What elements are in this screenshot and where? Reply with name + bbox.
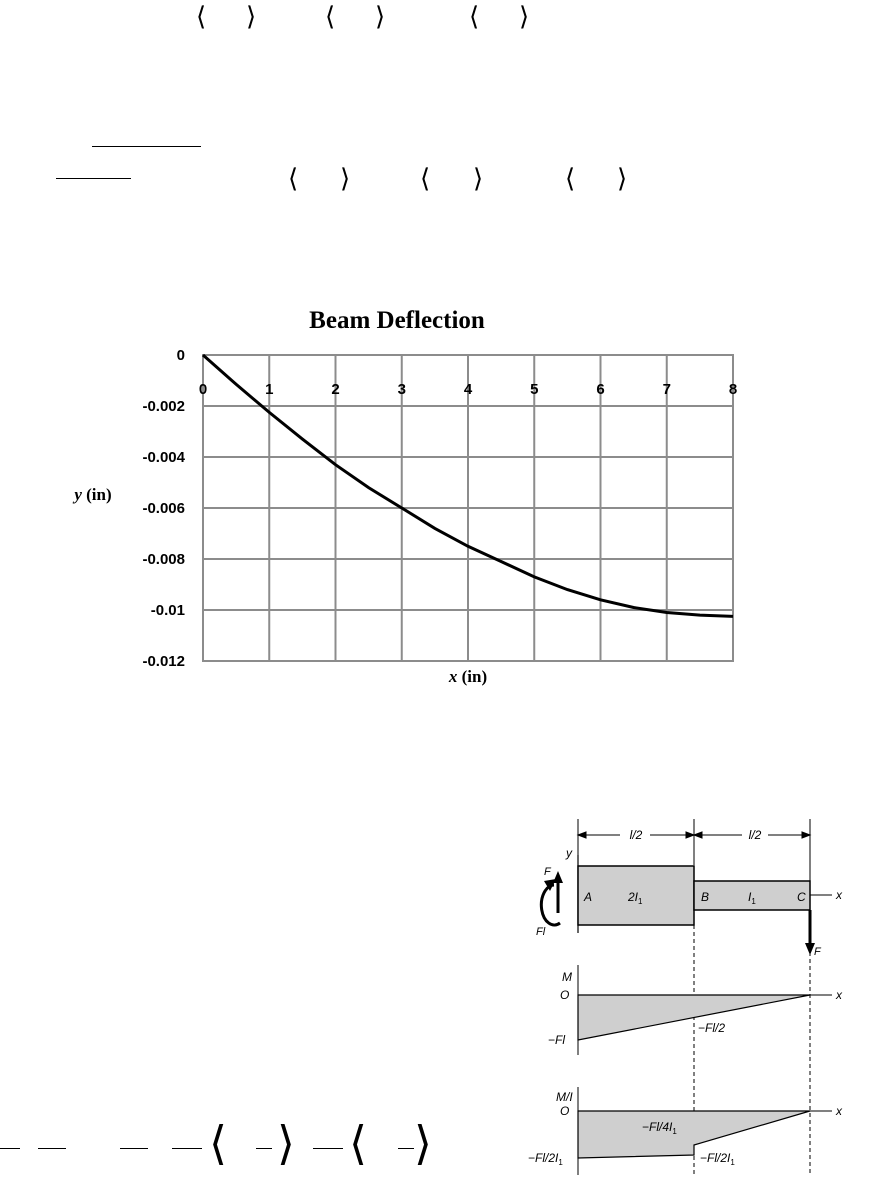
mi-axis-label: M/I bbox=[556, 1090, 573, 1104]
x-tick-label: 4 bbox=[463, 381, 473, 398]
bracket-open: ⟨ bbox=[288, 164, 299, 194]
bracket-open: ⟨ bbox=[565, 164, 576, 194]
bracket-close: ⟩ bbox=[246, 2, 257, 32]
beam-figure bbox=[520, 815, 850, 1175]
x-tick-label: 8 bbox=[728, 381, 738, 398]
axis-x-label: x bbox=[836, 888, 842, 902]
y-axis-var: y bbox=[74, 485, 82, 504]
point-c-label: C bbox=[797, 890, 806, 904]
fraction-bar bbox=[92, 146, 201, 147]
x-axis-unit: (in) bbox=[457, 667, 488, 686]
x-axis-var: x bbox=[448, 667, 458, 686]
fraction-bar bbox=[172, 1148, 202, 1149]
x-axis-label bbox=[448, 667, 487, 686]
moment-origin-label: O bbox=[560, 988, 570, 1002]
y-axis-unit: (in) bbox=[81, 485, 112, 504]
bracket-open: ⟨ bbox=[349, 1116, 367, 1170]
dim-left-label: l/2 bbox=[629, 828, 643, 842]
fraction-bar bbox=[0, 1148, 20, 1149]
x-tick-labels bbox=[199, 381, 737, 398]
bracket-open: ⟨ bbox=[469, 2, 480, 32]
y-tick-label: -0.002 bbox=[142, 398, 185, 415]
fraction-bar bbox=[398, 1148, 414, 1149]
x-tick-label: 2 bbox=[331, 381, 340, 398]
y-tick-label: -0.004 bbox=[142, 449, 185, 466]
y-tick-label: -0.012 bbox=[142, 653, 185, 670]
fraction-bar bbox=[313, 1148, 343, 1149]
moment-x-label: x bbox=[836, 988, 842, 1002]
point-b-label: B bbox=[701, 890, 710, 904]
x-tick-label: 5 bbox=[530, 381, 539, 398]
applied-load-label: F bbox=[814, 946, 821, 958]
mi-x-label: x bbox=[836, 1104, 842, 1118]
x-tick-label: 6 bbox=[596, 381, 605, 398]
bracket-open: ⟨ bbox=[420, 164, 431, 194]
bracket-close: ⟩ bbox=[340, 164, 351, 194]
chart-title: Beam Deflection bbox=[309, 307, 485, 334]
bracket-close: ⟩ bbox=[414, 1116, 432, 1170]
y-tick-label: -0.006 bbox=[142, 500, 185, 517]
beam-deflection-chart bbox=[0, 290, 884, 700]
reaction-force-arrow bbox=[553, 871, 563, 913]
chart-grid bbox=[203, 355, 733, 661]
fraction-bar bbox=[256, 1148, 272, 1149]
x-tick-label: 0 bbox=[198, 381, 208, 398]
y-tick-label: -0.008 bbox=[142, 551, 185, 568]
mi-upper-label: $-Fl/4I_1$ bbox=[642, 1120, 677, 1136]
bracket-open: ⟨ bbox=[209, 1116, 227, 1170]
inertia-right-label: $I_1$ bbox=[748, 890, 756, 906]
inertia-left-label: $2I_1$ bbox=[628, 890, 643, 906]
bracket-close: ⟩ bbox=[473, 164, 484, 194]
mi-area bbox=[578, 1111, 810, 1158]
fraction-bar bbox=[56, 178, 131, 179]
bracket-open: ⟨ bbox=[325, 2, 336, 32]
mi-min-label: $-Fl/2I_1$ bbox=[528, 1151, 563, 1167]
dim-right-label: l/2 bbox=[748, 828, 762, 842]
bracket-close: ⟩ bbox=[277, 1116, 295, 1170]
fraction-bar bbox=[120, 1148, 148, 1149]
reaction-moment-label: Fl bbox=[536, 926, 546, 938]
bracket-close: ⟩ bbox=[375, 2, 386, 32]
fraction-bar bbox=[38, 1148, 66, 1149]
axis-y-label: y bbox=[566, 846, 572, 860]
moment-mid-label: −Fl/2 bbox=[698, 1021, 726, 1035]
y-tick-labels bbox=[142, 347, 185, 670]
mi-lower-label: $-Fl/2I_1$ bbox=[700, 1151, 735, 1167]
x-tick-label: 7 bbox=[662, 381, 671, 398]
y-axis-label bbox=[72, 485, 111, 504]
bracket-close: ⟩ bbox=[617, 164, 628, 194]
point-a-label: A bbox=[584, 890, 593, 904]
reaction-force-label: F bbox=[544, 866, 551, 878]
y-tick-label: 0 bbox=[176, 347, 185, 364]
y-tick-label: -0.01 bbox=[150, 602, 185, 619]
x-tick-label: 3 bbox=[397, 381, 406, 398]
moment-min-label: −Fl bbox=[548, 1033, 566, 1047]
mi-origin-label: O bbox=[560, 1104, 570, 1118]
bracket-close: ⟩ bbox=[519, 2, 530, 32]
bracket-open: ⟨ bbox=[196, 2, 207, 32]
x-tick-label: 1 bbox=[265, 381, 274, 398]
moment-axis-label: M bbox=[562, 970, 572, 984]
